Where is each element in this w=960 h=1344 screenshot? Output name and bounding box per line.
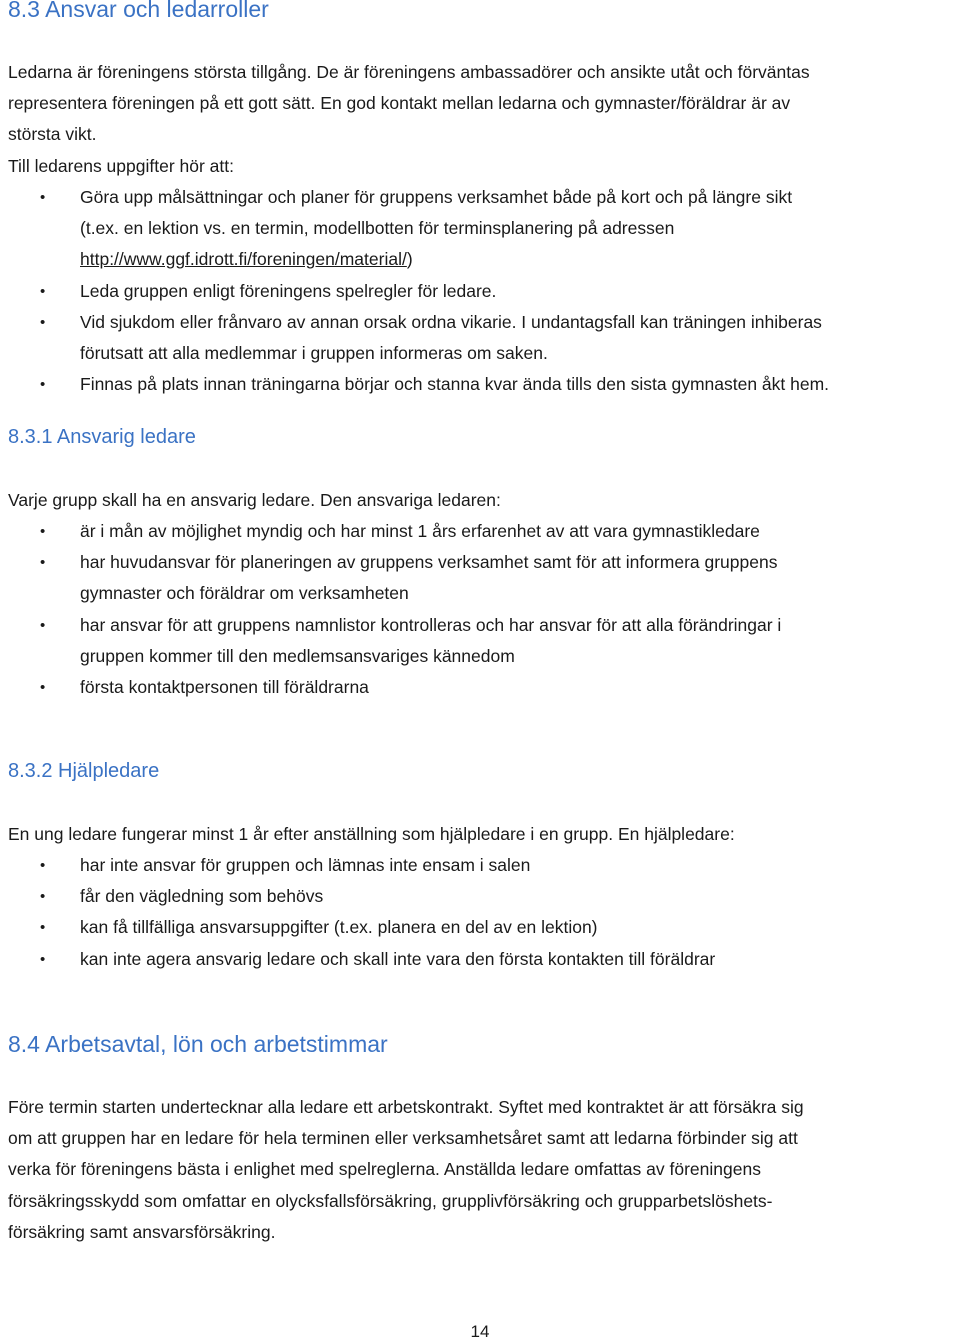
heading-8-4: 8.4 Arbetsavtal, lön och arbetstimmar xyxy=(8,1031,388,1057)
list-item: • är i mån av möjlighet myndig och har minst 1 års erfarenhet av att vara gymnastikledare xyxy=(0,516,781,547)
list-item: • kan få tillfälliga ansvarsuppgifter (t.ex. planera en del av en lektion) xyxy=(0,912,715,943)
text-line xyxy=(80,244,829,275)
list-item: • Leda gruppen enligt föreningens spelregler för ledare. xyxy=(0,276,829,307)
text-line: • Göra upp målsättningar och planer för gruppens verksamhet både på kort och på längre sikt xyxy=(80,187,793,207)
responsible-leader-list xyxy=(0,516,781,703)
intro-paragraph xyxy=(8,57,810,182)
heading-8-3-1: 8.3.1 Ansvarig ledare xyxy=(8,426,196,448)
heading-8-3-2: 8.3.2 Hjälpledare xyxy=(8,760,160,782)
list-item: • får den vägledning som behövs xyxy=(0,881,715,912)
text-line: • Vid sjukdom eller frånvaro av annan orsak ordna vikarie. I undantagsfall kan träningen inhiberas xyxy=(80,311,822,332)
responsible-leader-paragraph: Varje grupp skall ha en ansvarig ledare. Den ansvariga ledaren: xyxy=(8,490,501,510)
list-item xyxy=(0,610,781,672)
text-line: verka för föreningens bästa i enlighet med spelreglerna. Anställda ledare omfattas av föreningens xyxy=(8,1159,761,1180)
text-line: om att gruppen har en ledare för hela terminen eller verksamhetsåret samt att ledarna förbinder sig att xyxy=(8,1128,798,1149)
text-line: representera föreningen på ett gott sätt. En god kontakt mellan ledarna och gymnaster/föräldrar är av xyxy=(8,93,791,114)
text-line: försäkringsskydd som omfattar en olycksfallsförsäkring, grupplivförsäkring och grupparbetslöshets- xyxy=(8,1190,773,1211)
text-line: försäkring samt ansvarsförsäkring. xyxy=(8,1221,276,1242)
list-item: • första kontaktpersonen till föräldrarna xyxy=(0,672,781,703)
text-line: (t.ex. en lektion vs. en termin, modellbotten för terminsplanering på adressen xyxy=(80,218,675,239)
text-line: Ledarna är föreningens största tillgång. De är föreningens ambassadörer och ansikte utåt och förväntas xyxy=(8,62,810,82)
text-line: Till ledarens uppgifter hör att: xyxy=(8,155,234,176)
assistant-leader-list xyxy=(0,850,715,975)
list-item xyxy=(0,307,829,369)
list-item: • Finnas på plats innan träningarna börjar och stanna kvar ända tills den sista gymnasten åkt hem. xyxy=(0,369,829,400)
text-line: gruppen kommer till den medlemsansvariges kännedom xyxy=(80,645,515,666)
heading-8-3: 8.3 Ansvar och ledarroller xyxy=(8,0,269,22)
page-number: 14 xyxy=(470,1322,490,1341)
link-close-paren: ) xyxy=(406,249,413,270)
assistant-leader-paragraph: En ung ledare fungerar minst 1 år efter anställning som hjälpledare i en grupp. En hjälpledare: xyxy=(8,824,735,844)
text-line: • har ansvar för att gruppens namnlistor kontrolleras och har ansvar för att alla förändringar i xyxy=(80,614,782,635)
material-link[interactable]: http://www.ggf.idrott.fi/foreningen/material/ xyxy=(80,249,407,270)
leader-tasks-list xyxy=(0,182,829,400)
list-item: • kan inte agera ansvarig ledare och skall inte vara den första kontakten till föräldrar xyxy=(0,944,715,975)
list-item xyxy=(0,182,829,276)
contract-paragraph xyxy=(8,1092,804,1248)
text-line: • har huvudansvar för planeringen av gruppens verksamhet samt för att informera gruppens xyxy=(80,552,778,573)
text-line: förutsatt att alla medlemmar i gruppen informeras om saken. xyxy=(80,343,548,364)
text-line: gymnaster och föräldrar om verksamheten xyxy=(80,583,409,604)
list-item: • har inte ansvar för gruppen och lämnas inte ensam i salen xyxy=(0,850,715,881)
text-line: Före termin starten undertecknar alla ledare ett arbetskontrakt. Syftet med kontraktet är att försäkra sig xyxy=(8,1097,804,1117)
list-item xyxy=(0,547,781,609)
text-line: största vikt. xyxy=(8,124,97,145)
